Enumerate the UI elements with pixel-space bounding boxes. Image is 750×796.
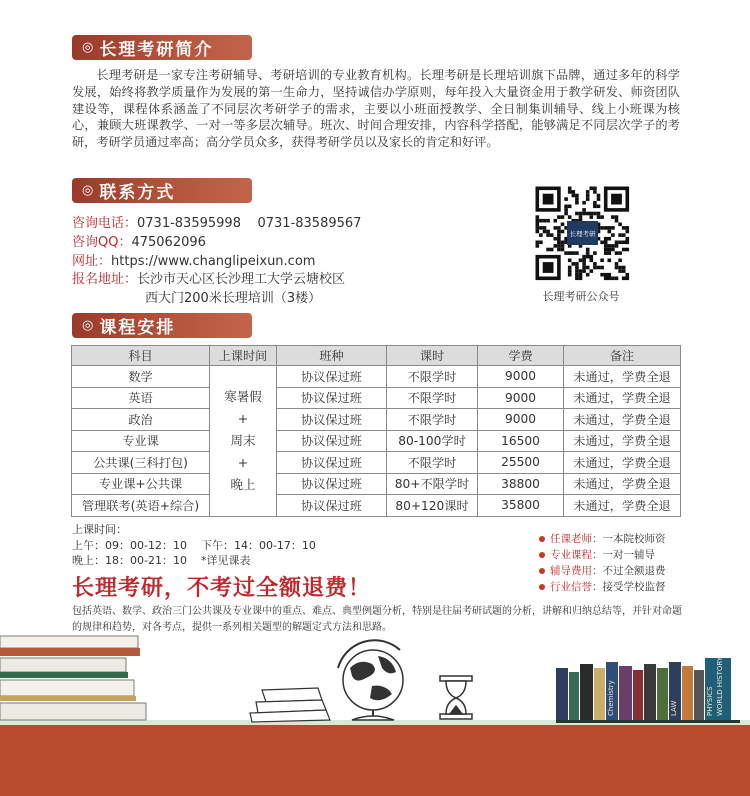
header-fee: 学费 bbox=[478, 346, 564, 366]
hours-line-2: 晚上：18：00-21：10 *详见课表 bbox=[72, 554, 251, 567]
table-row bbox=[72, 409, 681, 431]
qq-label: 咨询QQ： bbox=[72, 235, 132, 250]
cell-class: 协议保过班 bbox=[277, 387, 387, 409]
cell-hours: 不限学时 bbox=[387, 366, 478, 388]
cell-hours: 80-100学时 bbox=[387, 430, 478, 452]
cell-class: 协议保过班 bbox=[277, 430, 387, 452]
qr-caption: 长理考研公众号 bbox=[542, 290, 620, 303]
course-description: 包括英语、数学、政治三门公共课及专业课中的重点、难点、典型例题分析，特别是往届考研试题的分析，讲解和归纳总结等，并针对命题的规律和趋势，对各考点，提供一系列相关题型的解题定式方法和思路。 bbox=[72, 606, 682, 633]
feature-bullets bbox=[539, 531, 666, 595]
time-line: 周末 bbox=[230, 432, 256, 448]
paper-stack-icon bbox=[250, 688, 330, 722]
cell-fee: 25500 bbox=[478, 452, 564, 474]
hours-line-1: 上午：09：00-12：10 下午：14：00-17：10 bbox=[72, 538, 316, 552]
hours-label: 上课时间： bbox=[72, 523, 127, 536]
cell-fee: 35800 bbox=[478, 495, 564, 517]
cell-class: 协议保过班 bbox=[277, 366, 387, 388]
address-line-1: 长沙市天心区长沙理工大学云塘校区 bbox=[137, 272, 346, 287]
time-line: 寒暑假 bbox=[224, 388, 262, 404]
study-desk-illustration bbox=[0, 628, 750, 796]
intro-section-header bbox=[72, 35, 252, 60]
floor-band bbox=[0, 724, 750, 796]
bullet-course: 专业课程：一对一辅导 bbox=[539, 547, 666, 563]
cell-hours: 80+不限学时 bbox=[387, 473, 478, 495]
cell-class: 协议保过班 bbox=[277, 473, 387, 495]
cell-hours: 80+120课时 bbox=[387, 495, 478, 517]
cell-subject: 专业课+公共课 bbox=[72, 473, 210, 495]
book-spine-label: PHYSICS bbox=[706, 686, 714, 716]
header-subject: 科目 bbox=[72, 346, 210, 366]
contact-address bbox=[72, 268, 345, 287]
courses-section-header bbox=[72, 313, 252, 338]
cell-time-merged bbox=[210, 366, 277, 517]
cell-note: 未通过，学费全退 bbox=[564, 495, 681, 517]
cell-subject: 英语 bbox=[72, 387, 210, 409]
qq-number[interactable]: 475062096 bbox=[131, 235, 206, 250]
header-hours: 课时 bbox=[387, 346, 478, 366]
contact-phone bbox=[72, 212, 361, 231]
bullet-fee: 辅导费用：不过全额退费 bbox=[539, 563, 666, 579]
cell-fee: 9000 bbox=[478, 409, 564, 431]
time-line: 晚上 bbox=[230, 476, 256, 492]
class-hours-block bbox=[72, 522, 316, 569]
cell-fee: 16500 bbox=[478, 430, 564, 452]
contact-qq bbox=[72, 231, 206, 250]
qr-code[interactable] bbox=[531, 185, 634, 281]
qr-code-graphic bbox=[531, 185, 634, 281]
table-row bbox=[72, 495, 681, 517]
website-link[interactable]: https://www.changlipeixun.com bbox=[111, 254, 316, 269]
address-label: 报名地址： bbox=[72, 272, 138, 287]
header-time: 上课时间 bbox=[210, 346, 277, 366]
header-class: 班种 bbox=[277, 346, 387, 366]
time-line: + bbox=[237, 454, 249, 470]
cell-fee: 38800 bbox=[478, 473, 564, 495]
cell-class: 协议保过班 bbox=[277, 409, 387, 431]
target-icon: ◎ bbox=[82, 183, 94, 198]
course-schedule-table bbox=[71, 345, 681, 517]
target-icon: ◎ bbox=[82, 318, 94, 333]
phone-label: 咨询电话： bbox=[72, 216, 138, 231]
book-spine-label: WORLD HISTORY bbox=[716, 656, 724, 716]
cell-hours: 不限学时 bbox=[387, 387, 478, 409]
table-row bbox=[72, 473, 681, 495]
cell-subject: 公共课(三科打包) bbox=[72, 452, 210, 474]
address-line-2: 西大门200米长理培训（3楼） bbox=[145, 291, 322, 306]
book-spine-label: Chemistry bbox=[607, 680, 615, 716]
bullet-dot-icon bbox=[539, 536, 545, 542]
contact-section-header bbox=[72, 178, 252, 203]
bullet-credit: 行业信誉：接受学校监督 bbox=[539, 579, 666, 595]
cell-class: 协议保过班 bbox=[277, 452, 387, 474]
cell-note: 未通过，学费全退 bbox=[564, 409, 681, 431]
cell-note: 未通过，学费全退 bbox=[564, 366, 681, 388]
bullet-dot-icon bbox=[539, 568, 545, 574]
contact-title: 联系方式 bbox=[99, 183, 176, 203]
bullet-dot-icon bbox=[539, 584, 545, 590]
cell-note: 未通过，学费全退 bbox=[564, 387, 681, 409]
header-note: 备注 bbox=[564, 346, 681, 366]
cell-fee: 9000 bbox=[478, 366, 564, 388]
globe-icon bbox=[338, 640, 403, 720]
table-header-row bbox=[72, 346, 681, 366]
time-line: + bbox=[237, 410, 249, 426]
phone-numbers[interactable]: 0731-83595998 0731-83589567 bbox=[137, 216, 362, 231]
contact-website bbox=[72, 250, 315, 269]
cell-note: 未通过，学费全退 bbox=[564, 430, 681, 452]
bullet-dot-icon bbox=[539, 552, 545, 558]
table-row bbox=[72, 430, 681, 452]
cell-subject: 管理联考(英语+综合) bbox=[72, 495, 210, 517]
target-icon: ◎ bbox=[82, 40, 94, 55]
table-row bbox=[72, 452, 681, 474]
book-stack-icon bbox=[0, 636, 146, 720]
cell-note: 未通过，学费全退 bbox=[564, 452, 681, 474]
table-row bbox=[72, 387, 681, 409]
cell-fee: 9000 bbox=[478, 387, 564, 409]
bullet-teacher: 任课老师：一本院校师资 bbox=[539, 531, 666, 547]
intro-title: 长理考研简介 bbox=[99, 40, 214, 60]
slogan: 长理考研，不考过全额退费！ bbox=[72, 575, 372, 601]
cell-hours: 不限学时 bbox=[387, 452, 478, 474]
courses-title: 课程安排 bbox=[99, 318, 176, 338]
intro-paragraph: 长理考研是一家专注考研辅导、考研培训的专业教育机构。长理考研是长理培训旗下品牌，通过多年的科学发展，始终将教学质量作为发展的第一生命力，坚持诚信办学原则，每年投入大量资金用于教学研发、师资团队建设等，课程体系涵盖了不同层次考研学子的需求，主要以小班面授教学、全日制集训辅导、线上小班课为核心，兼顾大班课教学、一对一等多层次辅导。班次、时间合理安排，内容科学搭配，能够满足不同层次学子的考研，考研学员通过率高；高分学员众多，获得考研学员以及家长的肯定和好评。 bbox=[72, 68, 680, 150]
cell-hours: 不限学时 bbox=[387, 409, 478, 431]
website-label: 网址： bbox=[72, 254, 112, 269]
table-row bbox=[72, 366, 681, 388]
cell-subject: 专业课 bbox=[72, 430, 210, 452]
cell-subject: 政治 bbox=[72, 409, 210, 431]
cell-note: 未通过，学费全退 bbox=[564, 473, 681, 495]
qr-logo-text: 长理考研 bbox=[569, 230, 596, 238]
cell-class: 协议保过班 bbox=[277, 495, 387, 517]
book-spine-label: LAW bbox=[670, 700, 678, 716]
hourglass-icon bbox=[440, 676, 472, 719]
cell-subject: 数学 bbox=[72, 366, 210, 388]
